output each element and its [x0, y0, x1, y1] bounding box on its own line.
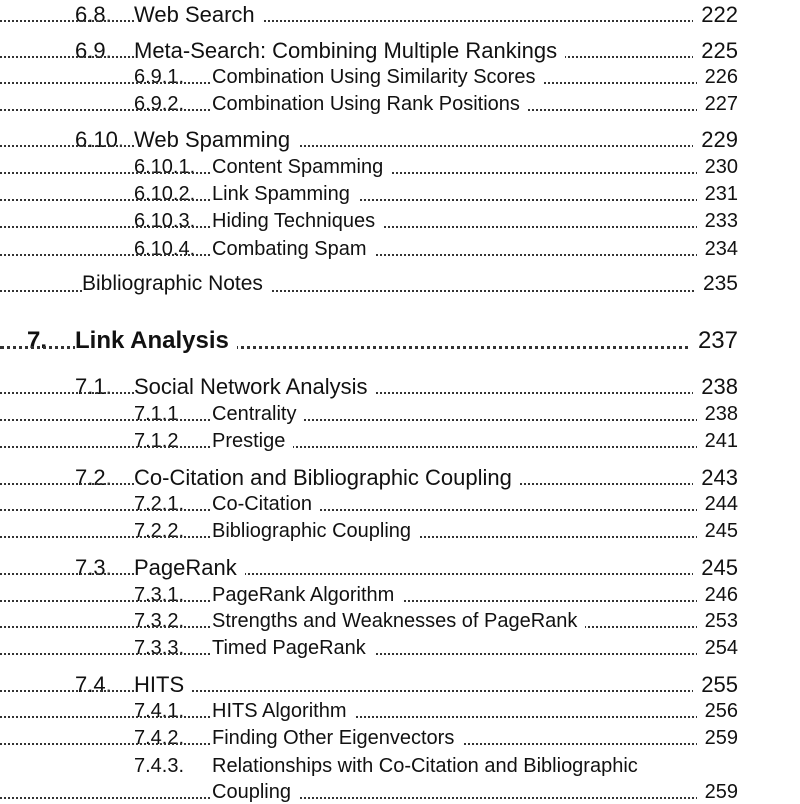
page-number: 243: [693, 465, 738, 491]
section-number: 7.1.: [75, 374, 112, 399]
section-title: HITS Algorithm: [212, 700, 354, 723]
section-title: Co-Citation and Bibliographic Coupling: [134, 465, 520, 491]
page-number: 245: [693, 555, 738, 581]
page-number: 259: [697, 781, 738, 804]
page-number: 222: [693, 2, 738, 28]
section-number: 7.4.3.: [134, 755, 185, 777]
section-title: HITS: [134, 672, 192, 698]
page-number: 238: [693, 374, 738, 400]
page-number: 256: [697, 700, 738, 723]
section-number: 7.2.: [75, 465, 112, 490]
page-number: 244: [697, 493, 738, 516]
section-title: Web Search: [134, 2, 263, 28]
section-title: Bibliographic Coupling: [212, 520, 419, 543]
dot-leader: [0, 509, 738, 511]
section-number: 7.4.1.: [134, 700, 185, 722]
page-number: 255: [693, 672, 738, 698]
page-number: 227: [697, 93, 738, 116]
dot-leader: [0, 690, 738, 692]
dot-leader: [0, 573, 738, 575]
section-number: 7.3.3.: [134, 637, 185, 659]
page-number: 246: [697, 584, 738, 607]
section-title: Co-Citation: [212, 493, 320, 516]
page-number: 237: [690, 327, 738, 355]
section-title: PageRank Algorithm: [212, 584, 402, 607]
section-number: 7.3.1.: [134, 584, 185, 606]
section-number: 6.9.2.: [134, 93, 185, 115]
section-number: 6.10.2.: [134, 183, 196, 205]
section-title: Combination Using Similarity Scores: [212, 66, 543, 89]
section-title: Finding Other Eigenvectors: [212, 727, 462, 750]
page-number: 226: [697, 66, 738, 89]
page-number: 233: [697, 210, 738, 233]
section-title: Centrality: [212, 403, 304, 426]
page-number: 259: [697, 727, 738, 750]
dot-leader: [0, 199, 738, 201]
page-number: 230: [697, 156, 738, 179]
dot-leader: [0, 20, 738, 22]
section-number: 7.4.: [75, 672, 112, 697]
page-number: 235: [695, 272, 738, 296]
page-number: 234: [697, 238, 738, 261]
section-title: Prestige: [212, 430, 293, 453]
section-title: Web Spamming: [134, 127, 298, 153]
dot-leader: [0, 419, 738, 421]
section-number: 7.2.2.: [134, 520, 185, 542]
section-title: PageRank: [134, 555, 245, 581]
section-title: Timed PageRank: [212, 637, 374, 660]
section-number: 7.2.1.: [134, 493, 185, 515]
section-title: Bibliographic Notes: [82, 272, 271, 296]
section-title: Hiding Techniques: [212, 210, 383, 233]
section-number: 6.9.: [75, 38, 112, 63]
section-number: 6.8.: [75, 2, 112, 27]
section-number: 6.9.1.: [134, 66, 185, 88]
dot-leader: [0, 145, 738, 147]
page-number: 241: [697, 430, 738, 453]
section-number: 7.3.: [75, 555, 112, 580]
page-number: 254: [697, 637, 738, 660]
dot-leader: [0, 797, 738, 799]
section-title: Meta-Search: Combining Multiple Rankings: [134, 38, 565, 64]
section-title: Combination Using Rank Positions: [212, 93, 528, 116]
section-title: Coupling: [212, 781, 299, 804]
chapter-number: 7.: [27, 327, 48, 354]
page-number: 231: [697, 183, 738, 206]
section-number: 6.10.1.: [134, 156, 196, 178]
section-title: Relationships with Co-Citation and Bibliographic: [212, 755, 646, 778]
dot-leader: [0, 716, 738, 718]
page-number: 229: [693, 127, 738, 153]
section-title: Strengths and Weaknesses of PageRank: [212, 610, 585, 633]
dot-leader: [0, 446, 738, 448]
page-number: 225: [693, 38, 738, 64]
section-title: Social Network Analysis: [134, 374, 376, 400]
section-number: 7.1.1: [134, 403, 179, 425]
page-number: 238: [697, 403, 738, 426]
section-number: 6.10.3.: [134, 210, 196, 232]
section-number: 6.10.: [75, 127, 124, 152]
section-number: 7.1.2: [134, 430, 179, 452]
section-title: Combating Spam: [212, 238, 375, 261]
section-title: Link Spamming: [212, 183, 358, 206]
section-number: 7.3.2.: [134, 610, 185, 632]
section-title: Content Spamming: [212, 156, 391, 179]
section-number: 7.4.2.: [134, 727, 185, 749]
page-number: 253: [697, 610, 738, 633]
page-number: 245: [697, 520, 738, 543]
section-number: 6.10.4.: [134, 238, 196, 260]
chapter-title: Link Analysis: [75, 327, 237, 355]
